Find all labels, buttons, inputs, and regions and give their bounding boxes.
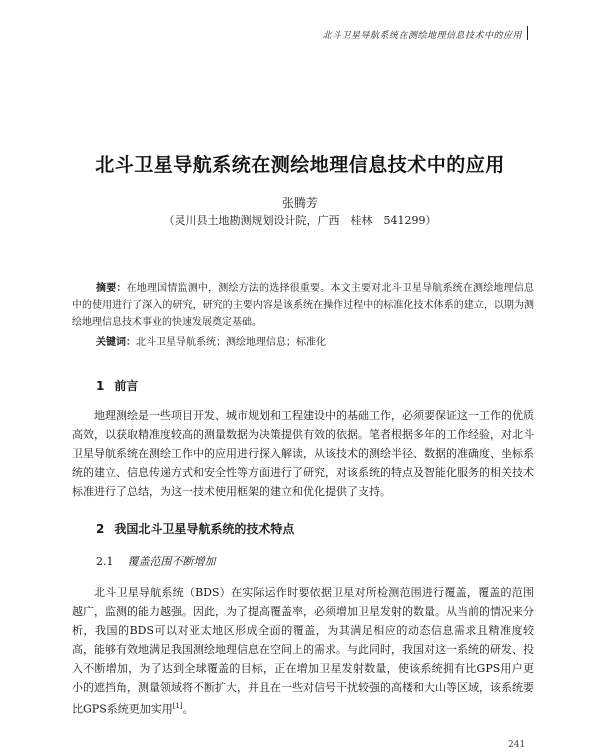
running-head: 北斗卫星导航系统在测绘地理信息技术中的应用: [322, 31, 522, 41]
keywords: [96, 333, 536, 348]
abstract: [72, 280, 534, 331]
author-name: 张腾芳: [281, 196, 318, 210]
section-2-title: 我国北斗卫星导航系统的技术特点: [114, 522, 295, 536]
section-2-1-number: 2.1: [96, 555, 114, 568]
section-2-number: 2: [96, 522, 105, 536]
section-2-1-text: 北斗卫星导航系统（BDS）在实际运作时要依据卫星对所检测范围进行覆盖，覆盖的范围越广，监测的能力越强。因此，为了提高覆盖率，必须增加卫星发射的数量。从当前的情况来分析，我国的BDS可以对亚太地区形成全面的覆盖，为其满足相应的动态信息需求且精准度较高，能够有效地满足我国测绘地理信息在空间上的需求。与此同时，我国对这一系统的研发、投入不断增加，为了达到全球覆盖的目标，正在增加卫星发射数量，使该系统拥有比GPS用户更小的遮挡角，测量领域将不断扩大，并且在一些对信号干扰较强的高楼和大山等区域，该系统要比GPS系统更加实用: [72, 586, 534, 716]
keywords-label: 关键词：: [96, 337, 136, 348]
page-number: 241: [508, 740, 526, 750]
section-2-1-title: 覆盖范围不断增加: [127, 555, 216, 568]
section-1-number: 1: [96, 379, 105, 393]
section-1-heading: [96, 377, 138, 394]
abstract-text: 在地理国情监测中，测绘方法的选择很重要。本文主要对北斗卫星导航系统在测绘地理信息中的使用进行了深入的研究，研究的主要内容是该系统在操作过程中的标准化技术体系的建立，以期为测绘地理信息技术事业的快速发展奠定基础。: [72, 283, 535, 328]
section-2-1-heading: [96, 553, 216, 569]
citation-ref: [1]: [172, 702, 183, 710]
section-1-paragraph: 地理测绘是一些项目开发、城市规划和工程建设中的基础工作，必须要保证这一工作的优质高效，以获取精准度较高的测量数据为决策提供有效的依据。笔者根据多年的工作经验，对北斗卫星导航系统在测绘工作中的应用进行探入解读，从该技术的测绘半径、数据的准确度、坐标系统的建立、信息传递方式和安全性等方面进行了研究，对该系统的特点及智能化服务的相关技术标准进行了总结，为这一技术使用框架的建立和优化提供了支持。: [72, 409, 534, 498]
article-title: 北斗卫星导航系统在测绘地理信息技术中的应用: [95, 154, 505, 176]
header-rule: [527, 26, 528, 40]
keywords-text: 北斗卫星导航系统；测绘地理信息；标准化: [136, 337, 326, 348]
section-1-title: 前言: [114, 379, 139, 393]
abstract-label: 摘要：: [96, 283, 127, 294]
author-affiliation: （灵川县土地勘测规划设计院，广西 桂林 541299）: [163, 214, 437, 227]
section-2-heading: [96, 520, 294, 537]
section-2-1-paragraph: 北斗卫星导航系统（BDS）在实际运作时要依据卫星对所检测范围进行覆盖，覆盖的范围越广，监测的能力越强。因此，为了提高覆盖率，必须增加卫星发射的数量。从当前的情况来分析，我国的BDS可以对亚太地区形成全面的覆盖，为其满足相应的动态信息需求且精准度较高，能够有效地满足我国测绘地理信息在空间上的需求。与此同时，我国对这一系统的研发、投入不断增加，为了达到全球覆盖的目标，正在增加卫星发射数量，使该系统拥有比GPS用户更小的遮挡角，测量领域将不断扩大，并且在一些对信号干扰较强的高楼和大山等区域，该系统要比GPS系统更加实用[1]。: [72, 586, 534, 716]
